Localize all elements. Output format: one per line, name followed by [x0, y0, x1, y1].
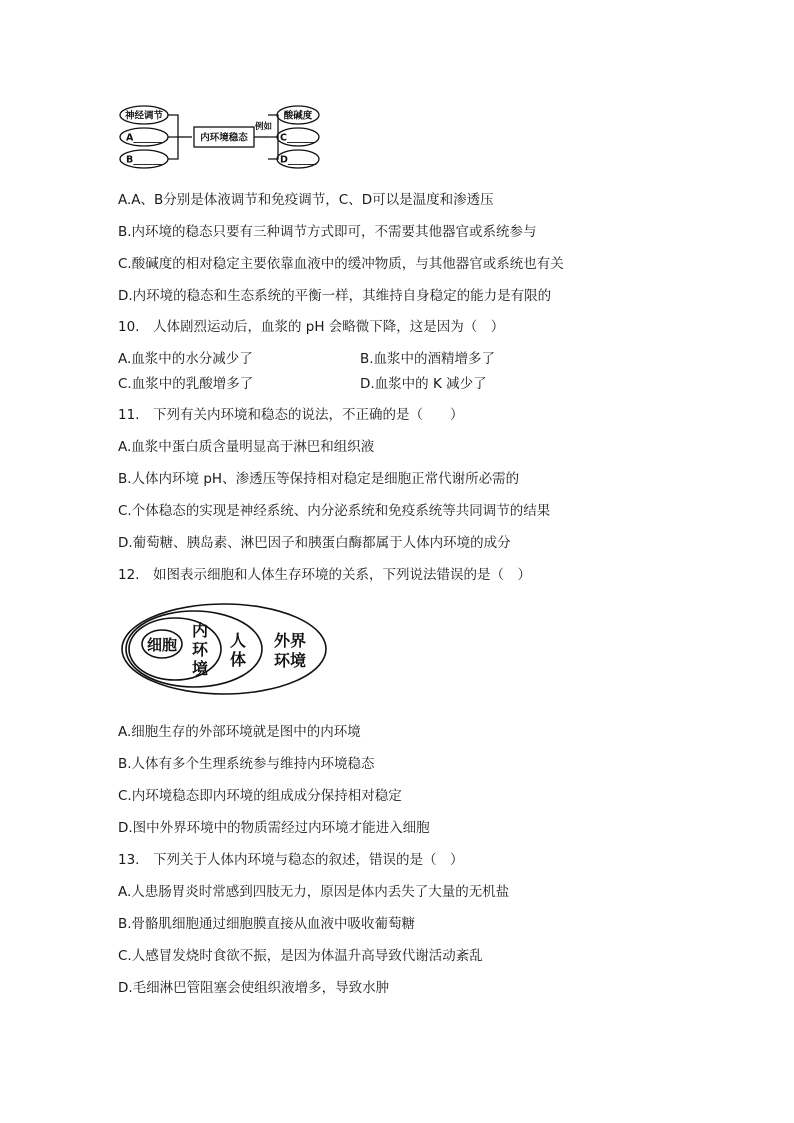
- q12-stem: 12. 如图表示细胞和人体生存环境的关系，下列说法错误的是（ ）: [118, 567, 531, 583]
- q10-option-c: C.血浆中的乳酸增多了: [118, 376, 254, 392]
- q13-option-c: C.人感冒发烧时食欲不振，是因为体温升高导致代谢活动紊乱: [118, 948, 483, 964]
- q9-option-b: B.内环境的稳态只要有三种调节方式即可，不需要其他器官或系统参与: [118, 224, 537, 240]
- label-a: A______: [126, 132, 162, 144]
- label-homeostasis: 内环境稳态: [200, 132, 248, 144]
- label-internal-1: 内: [191, 621, 209, 640]
- q12-option-d: D.图中外界环境中的物质需经过内环境才能进入细胞: [118, 820, 430, 836]
- q9-option-c: C.酸碱度的相对稳定主要依靠血液中的缓冲物质，与其他器官或系统也有关: [118, 256, 564, 272]
- q10-stem: 10. 人体剧烈运动后，血浆的 pH 会略微下降，这是因为（ ）: [118, 319, 505, 335]
- q10-option-a: A.血浆中的水分减少了: [118, 351, 253, 367]
- q12-option-b: B.人体有多个生理系统参与维持内环境稳态: [118, 756, 375, 772]
- regulation-diagram: [118, 103, 328, 175]
- label-d: D______: [280, 154, 317, 166]
- label-example: 例如: [255, 122, 273, 132]
- label-b: B______: [126, 154, 162, 166]
- q13-stem: 13. 下列关于人体内环境与稳态的叙述，错误的是（ ）: [118, 852, 464, 868]
- q11-option-d: D.葡萄糖、胰岛素、淋巴因子和胰蛋白酶都属于人体内环境的成分: [118, 535, 511, 551]
- q13-option-b: B.骨骼肌细胞通过细胞膜直接从血液中吸收葡萄糖: [118, 916, 416, 932]
- q12-option-c: C.内环境稳态即内环境的组成成分保持相对稳定: [118, 788, 402, 804]
- q11-stem: 11. 下列有关内环境和稳态的说法，不正确的是（ ）: [118, 407, 464, 423]
- label-body-1: 人: [229, 631, 247, 650]
- q12-option-a: A.细胞生存的外部环境就是图中的内环境: [118, 724, 361, 740]
- q11-option-c: C.个体稳态的实现是神经系统、内分泌系统和免疫系统等共同调节的结果: [118, 503, 551, 519]
- label-internal-2: 环: [191, 640, 209, 659]
- q9-option-a: A.A、B分别是体液调节和免疫调节，C、D可以是温度和渗透压: [118, 192, 494, 208]
- label-external-2: 环境: [273, 651, 307, 670]
- q13-option-a: A.人患肠胃炎时常感到四肢无力，原因是体内丢失了大量的无机盐: [118, 884, 510, 900]
- label-external-1: 外界: [273, 631, 307, 650]
- q11-option-a: A.血浆中蛋白质含量明显高于淋巴和组织液: [118, 439, 375, 455]
- q9-option-d: D.内环境的稳态和生态系统的平衡一样，其维持自身稳定的能力是有限的: [118, 288, 552, 304]
- label-body-2: 体: [229, 650, 247, 669]
- label-c: C______: [280, 132, 316, 144]
- label-internal-3: 境: [191, 659, 209, 678]
- q10-option-d: D.血浆中的 K 减少了: [360, 376, 487, 392]
- label-nerve-regulation: 神经调节: [124, 110, 164, 122]
- q11-option-b: B.人体内环境 pH、渗透压等保持相对稳定是细胞正常代谢所必需的: [118, 471, 520, 487]
- label-ph: 酸碱度: [283, 110, 313, 122]
- q13-option-d: D.毛细淋巴管阻塞会使组织液增多，导致水肿: [118, 980, 390, 996]
- q10-option-b: B.血浆中的酒精增多了: [360, 351, 496, 367]
- environment-diagram: [120, 600, 330, 700]
- label-cell: 细胞: [146, 636, 178, 654]
